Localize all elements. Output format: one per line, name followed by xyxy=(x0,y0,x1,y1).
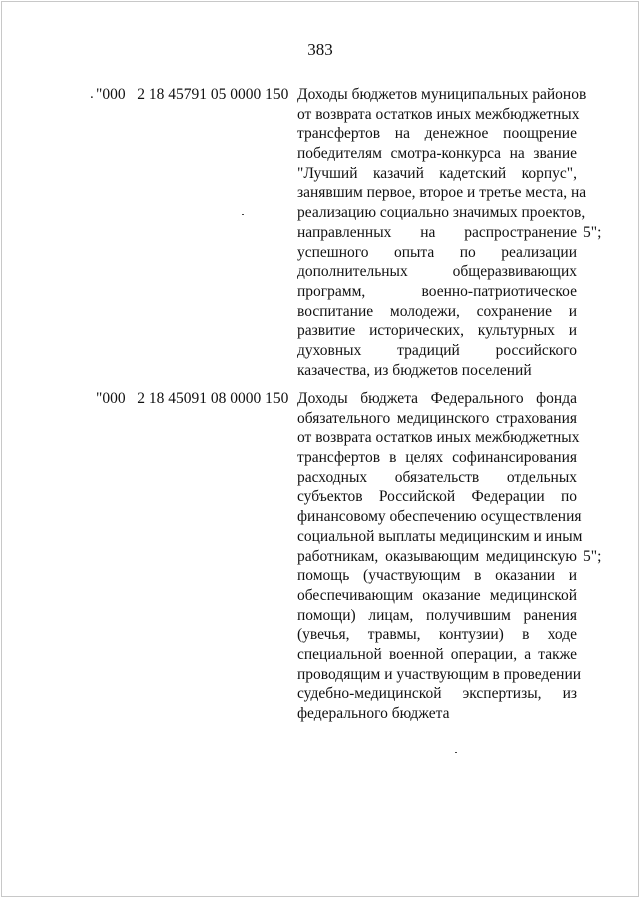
description-line: Доходы бюджета Федерального фонда xyxy=(297,390,577,407)
description-line: воспитание молодежи, сохранение и xyxy=(297,302,577,320)
scan-speck xyxy=(242,214,244,215)
description-line: федерального бюджета xyxy=(297,705,450,722)
budget-classification-code: "000 2 18 45791 05 0000 150 xyxy=(96,86,289,103)
description-line: обеспечивающим оказание медицинской xyxy=(297,586,577,604)
description-line: дополнительных общеразвивающих xyxy=(297,263,577,281)
description-line: развитие исторических, культурных и xyxy=(297,322,577,340)
description-line: от возврата остатков иных межбюджетных xyxy=(297,429,580,447)
description-line: трансфертов на денежное поощрение xyxy=(297,125,577,143)
amount-value: 5"; xyxy=(583,548,602,565)
description-line: обязательного медицинского страхования xyxy=(297,409,577,427)
description-line: проводящим и участвующим в проведении xyxy=(297,665,582,683)
description-line: Доходы бюджетов муниципальных районов xyxy=(297,86,587,103)
income-description xyxy=(297,85,587,380)
description-line: (увечья, травмы, контузии) в ходе xyxy=(297,626,577,644)
description-line: помощи) лицам, получившим ранения xyxy=(297,606,577,624)
description-line: финансовому обеспечению осуществления xyxy=(297,508,582,526)
amount-value: 5"; xyxy=(583,224,602,241)
stray-mark: . xyxy=(90,86,94,102)
description-line: судебно-медицинской экспертизы, из xyxy=(297,685,577,703)
page-number: 383 xyxy=(307,40,333,59)
description-line: реализацию социально значимых проектов, xyxy=(297,204,586,222)
description-line: социальной выплаты медицинским и иным xyxy=(297,527,583,545)
description-line: от возврата остатков иных межбюджетных xyxy=(297,105,580,123)
budget-classification-code: "000 2 18 45091 08 0000 150 xyxy=(96,390,289,407)
description-line: специальной военной операции, а также xyxy=(297,645,577,663)
description-line: казачества, из бюджетов поселений xyxy=(297,361,532,379)
description-line: трансфертов в целях софинансирования xyxy=(297,449,577,467)
description-line: направленных на распространение xyxy=(297,223,577,241)
description-line: духовных традиций российского xyxy=(297,341,577,359)
description-line: занявшим первое, второе и третье места, на xyxy=(297,184,587,202)
description-line: помощь (участвующим в оказании и xyxy=(297,567,577,585)
description-line: субъектов Российской Федерации по xyxy=(297,488,577,506)
description-line: "Лучший казачий кадетский корпус", xyxy=(297,164,577,182)
income-description xyxy=(297,389,583,724)
description-line: работникам, оказывающим медицинскую xyxy=(297,547,577,565)
description-line: расходных обязательств отдельных xyxy=(297,468,577,486)
description-line: успешного опыта по реализации xyxy=(297,243,577,261)
description-line: программ, военно-патриотическое xyxy=(297,282,577,300)
description-line: победителям смотра-конкурса на звание xyxy=(297,145,577,163)
scan-speck xyxy=(455,752,457,753)
